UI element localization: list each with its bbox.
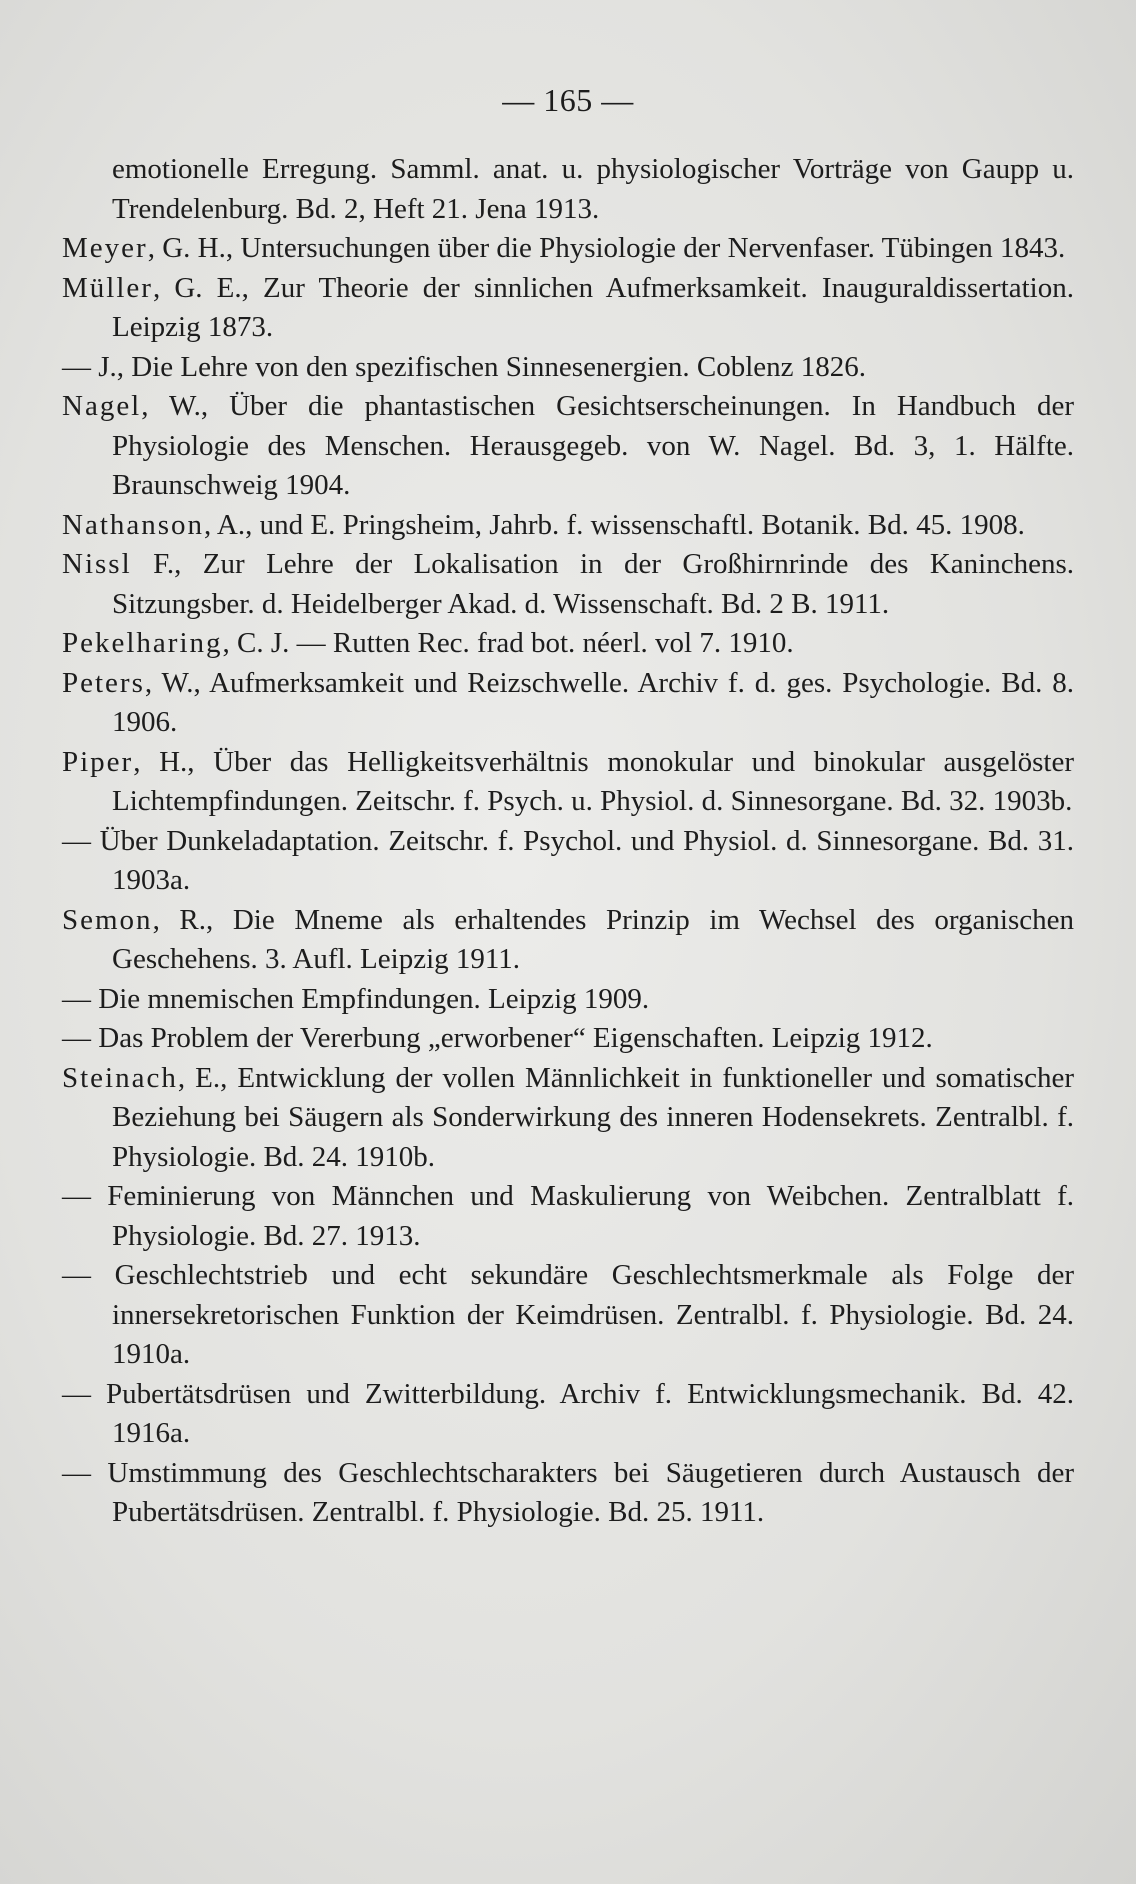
- bibliography-entry-nagel: [62, 387, 1074, 506]
- bibliography-entry-steinach-1913: [62, 1177, 1074, 1256]
- entry-author: Nagel: [62, 390, 142, 422]
- bibliography-list: [62, 150, 1074, 1533]
- entry-text: , W., Aufmerksamkeit und Reizschwelle. Archiv f. d. ges. Psychologie. Bd. 8. 1906.: [112, 666, 1074, 738]
- entry-dash: —: [62, 1456, 91, 1489]
- entry-text: Die mnemischen Empfindungen. Leipzig 1909.: [91, 982, 650, 1015]
- bibliography-entry-piper-a: [62, 822, 1074, 901]
- entry-author: Piper: [62, 745, 134, 778]
- entry-author: Pekelharing: [62, 627, 223, 659]
- entry-text: Feminierung von Männchen und Maskulierung von Weibchen. Zentralblatt f. Physiologie. Bd. 27. 1913.: [91, 1180, 1074, 1252]
- entry-dash: —: [62, 982, 91, 1015]
- entry-text: , R., Die Mneme als erhaltendes Prinzip im Wechsel des organischen Geschehens. 3. Aufl. Leipzig 1911.: [112, 903, 1074, 975]
- bibliography-entry-semon-mneme: [62, 901, 1074, 980]
- entry-text: Geschlechtstrieb und echt sekundäre Geschlechtsmerkmale als Folge der innersekretorischen Funktion der Keimdrüsen. Zentralbl. f. Physiologie. Bd. 24. 1910a.: [91, 1259, 1074, 1370]
- bibliography-entry-semon-vererbung: [62, 1019, 1074, 1059]
- bibliography-entry-mueller-ge: [62, 269, 1074, 348]
- entry-text: , A., und E. Pringsheim, Jahrb. f. wissenschaftl. Botanik. Bd. 45. 1908.: [204, 508, 1025, 541]
- entry-text: Umstimmung des Geschlechtscharakters bei Säugetieren durch Austausch der Pubertätsdrüsen. Zentralbl. f. Physiologie. Bd. 25. 1911.: [91, 1456, 1074, 1528]
- bibliography-entry-steinach-1910b: [62, 1059, 1074, 1178]
- bibliography-entry-piper-b: [62, 743, 1074, 822]
- bibliography-entry-mueller-j: [62, 348, 1074, 388]
- entry-author: Peters: [62, 666, 145, 699]
- entry-dash: —: [62, 824, 91, 857]
- entry-text: , C. J. — Rutten Rec. frad bot. néerl. vol 7. 1910.: [222, 627, 794, 659]
- entry-text: , G. E., Zur Theorie der sinnlichen Aufmerksamkeit. Inauguraldissertation. Leipzig 1873.: [112, 271, 1074, 343]
- entry-author: Semon: [62, 903, 153, 936]
- entry-dash: —: [62, 1259, 91, 1291]
- entry-text: , E., Entwicklung der vollen Männlichkeit in funktioneller und somatischer Beziehung bei Säugern als Sonderwirkung des inneren Hodensekrets. Zentralbl. f. Physiologie. Bd. 24. 1910b.: [112, 1061, 1074, 1173]
- entry-author: Meyer: [62, 232, 148, 264]
- bibliography-entry-peters: [62, 664, 1074, 743]
- bibliography-entry-nathanson: [62, 506, 1074, 546]
- entry-text: Pubertätsdrüsen und Zwitterbildung. Archiv f. Entwicklungsmechanik. Bd. 42. 1916a.: [91, 1377, 1074, 1449]
- page-number: — 165 —: [502, 82, 634, 118]
- bibliography-entry-steinach-1916a: [62, 1375, 1074, 1454]
- entry-dash: —: [62, 1180, 91, 1212]
- entry-dash: —: [62, 1377, 91, 1410]
- entry-dash: —: [62, 1022, 91, 1054]
- entry-text: Über Dunkeladaptation. Zeitschr. f. Psychol. und Physiol. d. Sinnesorgane. Bd. 31. 1903a.: [91, 824, 1074, 896]
- bibliography-entry-steinach-1911: [62, 1454, 1074, 1533]
- entry-text: , H., Über das Helligkeitsverhältnis monokular und binokular ausgelöster Lichtempfindungen. Zeitschr. f. Psych. u. Physiol. d. Sinnesorgane. Bd. 32. 1903b.: [112, 745, 1074, 817]
- entry-author: Nathanson: [62, 508, 205, 541]
- bibliography-entry-continued: [62, 150, 1074, 229]
- bibliography-entry-meyer: [62, 229, 1074, 269]
- entry-text: , W., Über die phantastischen Gesichtserscheinungen. In Handbuch der Physiologie des Menschen. Herausgegeb. von W. Nagel. Bd. 3, 1. Hälfte. Braunschweig 1904.: [112, 390, 1074, 501]
- bibliography-entry-semon-empfindungen: [62, 980, 1074, 1020]
- bibliography-entry-nissl: [62, 545, 1074, 624]
- entry-text: F., Zur Lehre der Lokalisation in der Großhirnrinde des Kaninchens. Sitzungsber. d. Heidelberger Akad. d. Wissenschaft. Bd. 2 B. 1911.: [112, 548, 1074, 620]
- entry-text: Das Problem der Vererbung „erworbener“ Eigenschaften. Leipzig 1912.: [91, 1022, 933, 1054]
- entry-author: Steinach: [62, 1061, 178, 1094]
- entry-text: emotionelle Erregung. Samml. anat. u. physiologischer Vorträge von Gaupp u. Trendelenburg. Bd. 2, Heft 21. Jena 1913.: [112, 153, 1074, 225]
- entry-text: , G. H., Untersuchungen über die Physiologie der Nervenfaser. Tübingen 1843.: [147, 232, 1066, 264]
- entry-dash: —: [62, 350, 91, 383]
- entry-author: Müller: [62, 271, 153, 304]
- entry-text: J., Die Lehre von den spezifischen Sinnesenergien. Coblenz 1826.: [91, 350, 867, 383]
- entry-author: Nissl: [62, 548, 132, 580]
- bibliography-entry-pekelharing: [62, 624, 1074, 664]
- bibliography-entry-steinach-1910a: [62, 1256, 1074, 1375]
